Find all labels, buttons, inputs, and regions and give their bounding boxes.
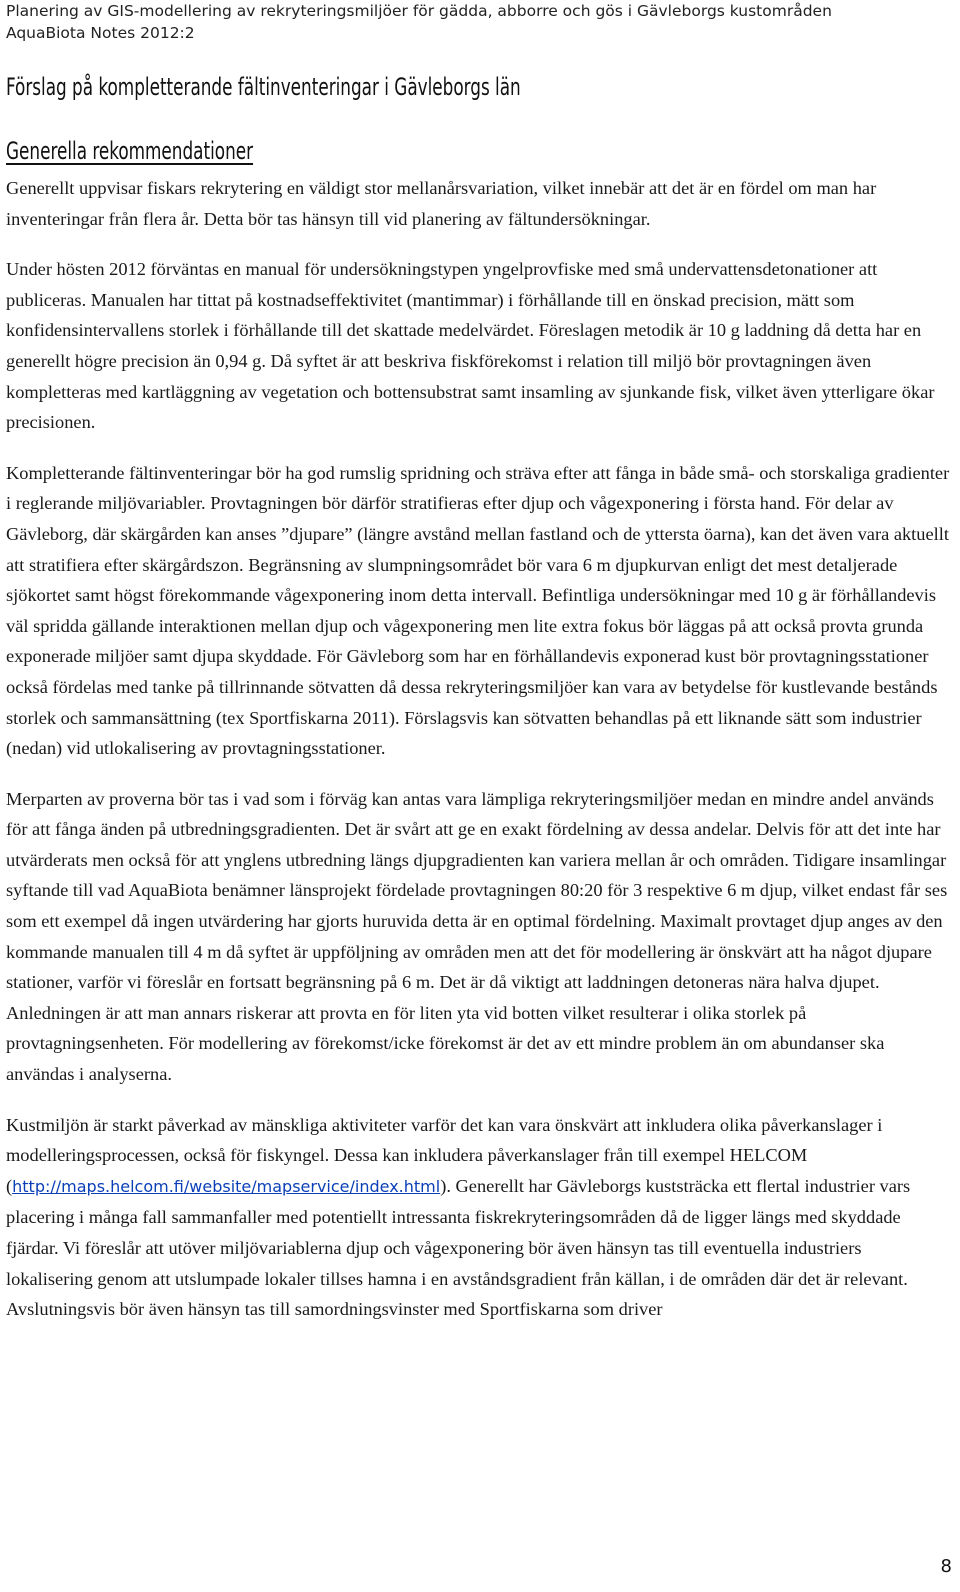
document-body	[6, 173, 950, 1345]
running-header	[0, 0, 960, 44]
paragraph-text: ). Generellt har Gävleborgs kuststräcka ett flertal industrier vars placering i många fall sammanfaller med potentiellt intressanta fiskrekryteringsområden då de ligger längs med skyddade fjärdar. Vi föreslår att utöver miljövariablerna djup och vågexponering bör även hänsyn tas till eventuella industriers lokalisering genom att utslumpade lokaler tillses hamna i en avståndsgradient från källan, i de områden där det är relevant. Avslutningsvis bör även hänsyn tas till samordningsvinster med Sportfiskarna som driver	[6, 1175, 911, 1320]
paragraph: Under hösten 2012 förväntas en manual för undersökningstypen yngelprovfiske med små undervattensdetonationer att publiceras. Manualen har tittat på kostnadseffektivitet (mantimmar) i förhållande till en önskad precision, mätt som konfidensintervallens storlek i förhållande till det skattade medelvärdet. Föreslagen metodik är 10 g laddning då detta har en generellt högre precision än 0,94 g. Då syftet är att beskriva fiskförekomst i relation till miljö bör provtagningen även kompletteras med kartläggning av vegetation och bottensubstrat samt insamling av sjunkande fisk, vilket även ytterligare ökar precisionen.	[6, 259, 935, 433]
header-series: AquaBiota Notes 2012:2	[6, 24, 195, 42]
helcom-link[interactable]: http://maps.helcom.fi/website/mapservice/index.html	[12, 1176, 441, 1196]
paragraph: Merparten av proverna bör tas i vad som i förväg kan antas vara lämpliga rekryteringsmiljöer medan en mindre andel används för att fånga änden på utbredningsgradienten. Det är svårt att ge en exakt fördelning av dessa andelar. Delvis för att det inte har utvärderats men också för att ynglens utbredning längs djupgradienten kan variera mellan år och områden. Tidigare insamlingar syftande till vad AquaBiota benämner länsprojekt fördelade provtagningen 80:20 för 3 respektive 6 m djup, vilket endast får ses som ett exempel då ingen utvärdering har gjorts huruvida detta är en optimal fördelning. Maximalt provtaget djup anges av den kommande manualen till 4 m då syftet är uppföljning av områden men att det för modellering är önskvärt att ha något djupare stationer, varför vi föreslår en fortsatt begränsning på 6 m. Det är då viktigt att laddningen detoneras nära halva djupet. Anledningen är att man annars riskerar att provta en för liten yta vid botten vilket resulterar i olika storlek på provtagningsenheten. För modellering av förekomst/icke förekomst är det av ett mindre problem än om abundanser ska användas i analyserna.	[6, 788, 948, 1085]
paragraph: Generellt uppvisar fiskars rekrytering en väldigt stor mellanårsvariation, vilket innebär att det är en fördel om man har inventeringar från flera år. Detta bör tas hänsyn till vid planering av fältundersökningar.	[6, 178, 877, 229]
paragraph	[6, 1110, 950, 1325]
paragraph: Kompletterande fältinventeringar bör ha god rumslig spridning och sträva efter att fånga in både små- och storskaliga gradienter i reglerande miljövariabler. Provtagningen bör därför stratifieras efter djup och vågexponering i första hand. För delar av Gävleborg, där skärgården kan anses ”djupare” (längre avstånd mellan fastland och de yttersta öarna), kan det även vara aktuellt att stratifiera efter skärgårdszon. Begränsning av slumpningsområdet bör vara 6 m djupkurvan enligt det mest detaljerade sjökortet samt högst förekommande vågexponering inom detta intervall. Befintliga undersökningar med 10 g är förhållandevis väl spridda gällande interaktionen mellan djup och vågexponering men lite extra fokus bör läggas på att också provta grunda exponerade miljöer samt djupa skyddade. För Gävleborg som har en förhållandevis exponerad kust bör provtagningsstationer också fördelas med tanke på tillrinnande sötvatten då dessa rekryteringsmiljöer kan vara av betydelse för kustlevande bestånds storlek och sammansättning (tex Sportfiskarna 2011). Förslagsvis kan sötvatten behandlas på ett liknande sätt som industrier (nedan) vid utlokalisering av provtagningsstationer.	[6, 462, 950, 759]
page-title: Förslag på kompletterande fältinventeringar i Gävleborgs län	[6, 73, 521, 101]
page-number: 8	[940, 1556, 952, 1577]
header-report-title: Planering av GIS-modellering av rekryteringsmiljöer för gädda, abborre och gös i Gävleborgs kustområden	[6, 2, 832, 20]
paragraph-text: Kustmiljön är starkt påverkad av mänskliga aktiviteter varför det kan vara önskvärt att inkludera olika påverkanslager i modelleringsprocessen, också för fiskyngel. Dessa kan inkludera påverkanslager från till exempel HELCOM (	[6, 1114, 883, 1196]
section-heading: Generella rekommendationer	[6, 137, 254, 165]
